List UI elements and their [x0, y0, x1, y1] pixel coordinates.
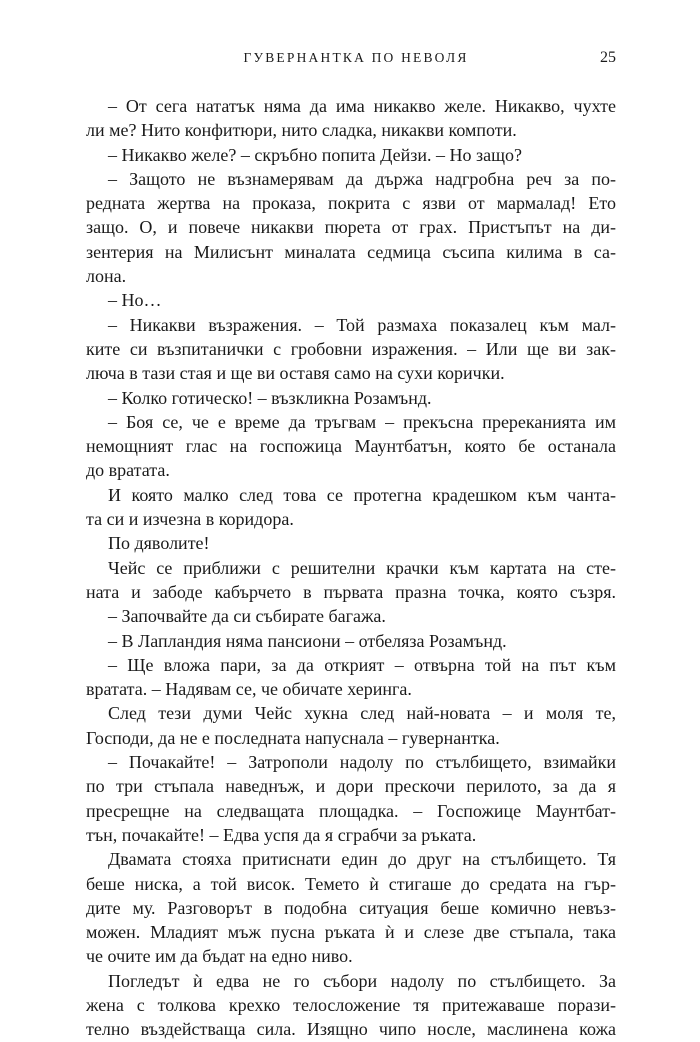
text-line: И която малко след това се протегна крадешком към чанта- — [108, 484, 616, 505]
text-line: След тези думи Чейс хукна след най-новата – и моля те, — [108, 703, 616, 724]
text-line: лона. — [86, 266, 127, 287]
text-line: – Никакво желе? – скръбно попита Дейзи. – Но защо? — [108, 144, 522, 165]
text-line: – Започвайте да си събирате багажа. — [108, 606, 386, 627]
text-line: – Боя се, че е време да тръгвам – прекъсна пререканията им — [108, 411, 616, 432]
text-line: ната и забоде кабърчето в първата празна точка, която съзря. — [86, 581, 616, 602]
text-line: Погледът ѝ едва не го събори надолу по стълбището. За — [108, 970, 616, 991]
text-line: – Колко готическо! – възкликна Розамънд. — [108, 387, 432, 408]
text-line: по три стъпала наведнъж, и дори прескочи перилото, за да я — [86, 776, 616, 797]
text-line: немощният глас на госпожица Маунтбатън, която бе останала — [86, 436, 616, 457]
text-line: можен. Младият мъж пусна ръката ѝ и слезе две стъпала, така — [86, 922, 616, 943]
text-line: защо. О, и повече никакви пюрета от грах. Пристъпът на ди- — [86, 217, 616, 238]
text-line: зентерия на Милисънт миналата седмица съсипа килима в са- — [86, 241, 616, 262]
text-line: жена с толкова крехко телосложение тя притежаваше порази- — [86, 994, 616, 1015]
text-line: – В Лапландия няма пансиони – отбеляза Розамънд. — [108, 630, 507, 651]
text-line: ли ме? Нито конфитюри, нито сладка, никакви компоти. — [86, 120, 517, 141]
text-line: до вратата. — [86, 460, 170, 481]
text-line: – Почакайте! – Затрополи надолу по стълбището, взимайки — [108, 752, 616, 773]
text-line: люча в тази стая и ще ви оставя само на сухи корички. — [86, 363, 505, 384]
text-line: – Но… — [108, 290, 162, 311]
text-line: Двамата стояха притиснати един до друг на стълбището. Тя — [108, 849, 616, 870]
text-line: вратата. – Надявам се, че обичате херинга. — [86, 679, 412, 700]
text-line: – От сега нататък няма да има никакво желе. Никакво, чухте — [108, 96, 616, 116]
text-line: – Защото не възнамерявам да държа надгробна реч за по- — [108, 168, 616, 189]
text-line: Господи, да не е последната напуснала – гувернантка. — [86, 727, 500, 748]
text-line: че очите им да бъдат на едно ниво. — [86, 946, 353, 967]
running-head — [86, 50, 616, 72]
running-title: ГУВЕРНАНТКА ПО НЕВОЛЯ — [243, 50, 469, 65]
text-line: Чейс се приближи с решителни крачки към картата на сте- — [108, 557, 616, 578]
text-line: редната жертва на проказа, покрита с язви от мармалад! Ето — [86, 193, 616, 214]
text-line: та си и изчезна в коридора. — [86, 509, 294, 530]
text-line: – Ще вложа пари, за да открият – отвърна той на път към — [108, 654, 616, 675]
text-line: беше ниска, а той висок. Темето ѝ стигаше до средата на гър- — [86, 873, 616, 894]
text-line: – Никакви възражения. – Той размаха показалец към мал- — [108, 314, 616, 335]
text-line: По дяволите! — [108, 533, 210, 554]
text-line: пресрещне на следващата площадка. – Госпожице Маунтбат- — [86, 800, 616, 821]
text-line: телно въздействаща сила. Изящно чипо носле, маслинена кожа — [86, 1019, 616, 1040]
text-line: ките си възпитанички с гробовни изражения. – Или ще ви зак- — [86, 338, 616, 359]
body-text — [86, 94, 616, 1042]
text-line: дите му. Разговорът в подобна ситуация беше комично невъз- — [86, 897, 616, 918]
page-number: 25 — [600, 49, 616, 66]
text-line: тън, почакайте! – Едва успя да я сграбчи за ръката. — [86, 824, 477, 845]
